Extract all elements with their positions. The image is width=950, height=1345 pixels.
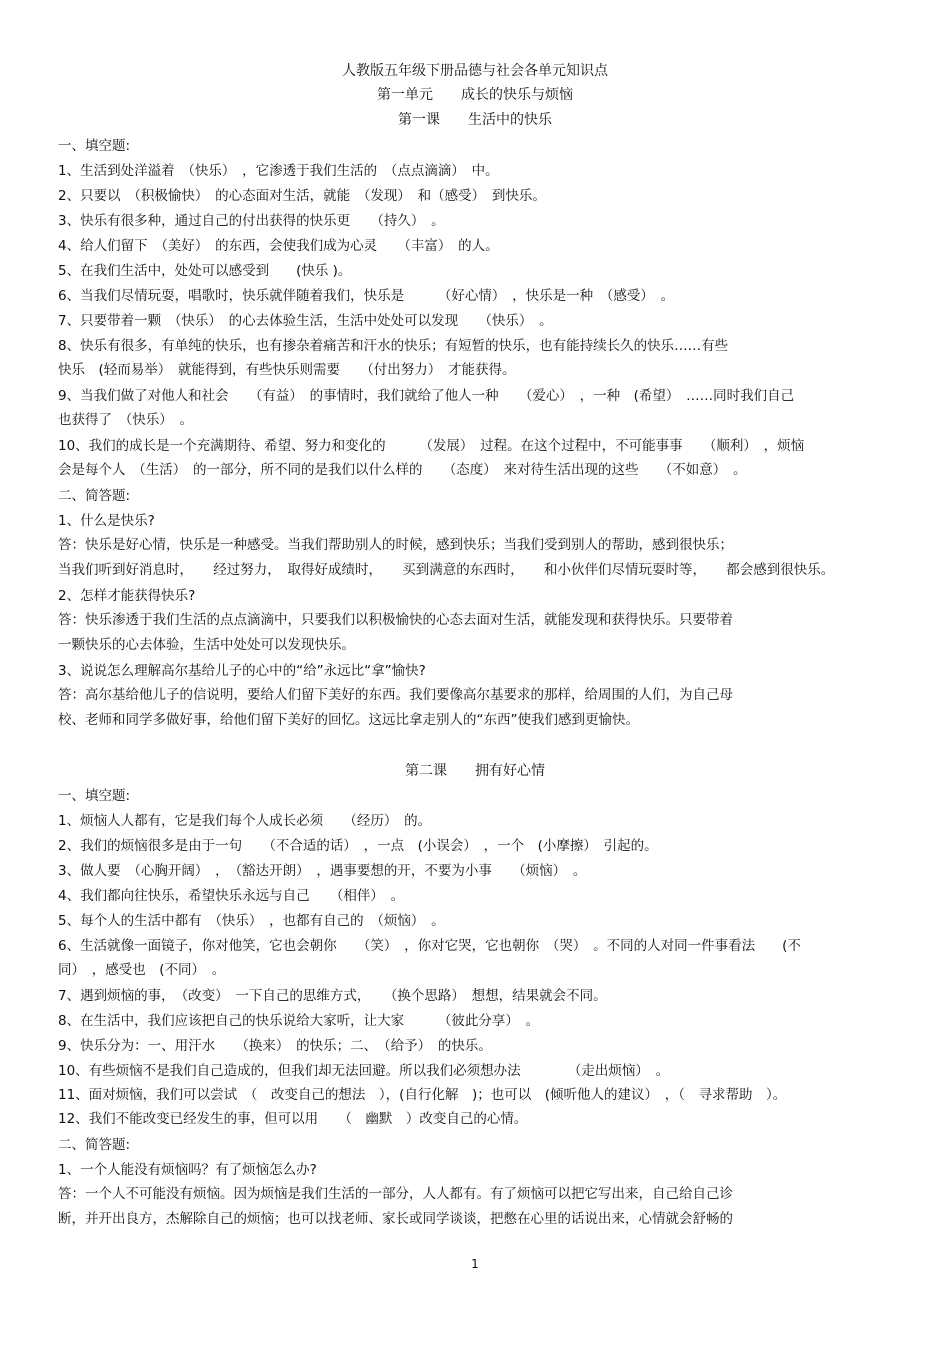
lesson1-fill-item: 1、生活到处洋溢着 （快乐） ，它渗透于我们生活的 （点点滴滴） 中。 <box>58 163 499 179</box>
lesson1-title: 第一课 生活中的快乐 <box>398 112 552 128</box>
lesson2-fill-item: 4、我们都向往快乐，希望快乐永远与自己 （相伴） 。 <box>58 888 405 904</box>
lesson2-fill-item: 2、我们的烦恼很多是由于一句 （不合适的话） ，一点 (小误会） ，一个 (小摩擦） 引起的。 <box>58 838 658 854</box>
lesson1-fill-item: 7、只要带着一颗 （快乐） 的心去体验生活，生活中处处可以发现 （快乐） 。 <box>58 313 553 329</box>
lesson2-question: 1、一个人能没有烦恼吗？有了烦恼怎么办? <box>58 1162 317 1178</box>
lesson2-fill-item: 10、有些烦恼不是我们自己造成的，但我们却无法回避。所以我们必须想办法 （走出烦恼） 。 <box>58 1063 670 1079</box>
lesson1-fill-item: 2、只要以 （积极愉快） 的心态面对生活，就能 （发现） 和（感受） 到快乐。 <box>58 188 546 204</box>
lesson1-short-heading: 二、简答题: <box>58 488 131 504</box>
lesson2-answer: 答：一个人不可能没有烦恼。因为烦恼是我们生活的一部分，人人都有。有了烦恼可以把它写出来，自己给自己诊 <box>58 1186 733 1202</box>
lesson1-fill-item-cont: 会是每个人 （生活） 的一部分，所不同的是我们以什么样的 （态度） 来对待生活出现的这些 （不如意） 。 <box>58 462 747 478</box>
lesson2-fill-heading: 一、填空题: <box>58 788 131 804</box>
lesson2-short-heading: 二、简答题: <box>58 1137 131 1153</box>
lesson2-answer-cont: 断，并开出良方，杰解除自己的烦恼；也可以找老师、家长或同学谈谈，把憋在心里的话说出来，心情就会舒畅的 <box>58 1211 733 1227</box>
lesson1-fill-item: 5、在我们生活中，处处可以感受到 (快乐 )。 <box>58 263 352 279</box>
lesson2-fill-item: 7、遇到烦恼的事， （改变） 一下自己的思维方式， （换个思路） 想想，结果就会不同。 <box>58 988 607 1004</box>
lesson2-fill-item: 6、生活就像一面镜子，你对他笑，它也会朝你 （笑） ，你对它哭，它也朝你 （哭） 。不同的人对同一件事看法 (不 <box>58 938 801 954</box>
lesson1-question: 3、说说怎么理解高尔基给儿子的心中的“给”永远比“拿”愉快? <box>58 663 426 679</box>
lesson1-fill-item: 3、快乐有很多种，通过自己的付出获得的快乐更 （持久） 。 <box>58 213 445 229</box>
lesson1-question: 1、什么是快乐? <box>58 513 155 529</box>
lesson2-fill-item: 1、烦恼人人都有，它是我们每个人成长必须 （经历） 的。 <box>58 813 432 829</box>
lesson2-fill-item: 5、每个人的生活中都有 （快乐） ，也都有自己的 （烦恼） 。 <box>58 913 445 929</box>
document-title: 人教版五年级下册品德与社会各单元知识点 <box>342 63 608 79</box>
lesson2-fill-item: 12、我们不能改变已经发生的事，但可以用 （ 幽默 ）改变自己的心情。 <box>58 1111 528 1127</box>
lesson1-answer-cont: 一颗快乐的心去体验，生活中处处可以发现快乐。 <box>58 637 355 653</box>
lesson2-fill-item: 11、面对烦恼，我们可以尝试 （ 改变自己的想法 ），(自行化解 )；也可以 (倾听他人的建议） ，（ 寻求帮助 ）。 <box>58 1087 787 1103</box>
lesson2-fill-item-cont: 同） ，感受也 (不同） 。 <box>58 962 226 978</box>
lesson1-fill-item: 6、当我们尽情玩耍，唱歌时，快乐就伴随着我们，快乐是 （好心情） ，快乐是一种 （感受） 。 <box>58 288 675 304</box>
lesson1-fill-item: 9、当我们做了对他人和社会 （有益） 的事情时，我们就给了他人一种 （爱心） ，一种 (希望） ……同时我们自己 <box>58 388 795 404</box>
lesson1-answer: 答：高尔基给他儿子的信说明，要给人们留下美好的东西。我们要像高尔基要求的那样，给周围的人们，为自己母 <box>58 687 733 703</box>
lesson1-fill-item-cont: 也获得了 （快乐） 。 <box>58 412 193 428</box>
lesson2-fill-item: 9、快乐分为：一、用汗水 （换来） 的快乐；二、 （给予） 的快乐。 <box>58 1038 492 1054</box>
lesson1-answer: 答：快乐渗透于我们生活的点点滴滴中，只要我们以积极愉快的心态去面对生活，就能发现和获得快乐。只要带着 <box>58 612 733 628</box>
lesson2-fill-item: 3、做人要 （心胸开阔） ， （豁达开朗） ，遇事要想的开，不要为小事 （烦恼） 。 <box>58 863 587 879</box>
lesson1-fill-item: 10、我们的成长是一个充满期待、希望、努力和变化的 （发展） 过程。在这个过程中，不可能事事 （顺利） ，烦恼 <box>58 438 805 454</box>
lesson1-answer-cont: 校、老师和同学多做好事，给他们留下美好的回忆。这远比拿走别人的“东西”使我们感到更愉快。 <box>58 712 639 728</box>
lesson2-title: 第二课 拥有好心情 <box>405 763 545 779</box>
page-number: 1 <box>471 1257 479 1271</box>
lesson1-fill-item-cont: 快乐 (轻而易举） 就能得到，有些快乐则需要 （付出努力） 才能获得。 <box>58 362 516 378</box>
lesson1-question: 2、怎样才能获得快乐? <box>58 588 196 604</box>
lesson1-fill-item: 4、给人们留下 （美好） 的东西，会使我们成为心灵 （丰富） 的人。 <box>58 238 499 254</box>
lesson1-fill-item: 8、快乐有很多，有单纯的快乐，也有掺杂着痛苦和汗水的快乐；有短暂的快乐，也有能持续长久的快乐……有些 <box>58 338 729 354</box>
lesson1-answer: 答：快乐是好心情，快乐是一种感受。当我们帮助别人的时候，感到快乐；当我们受到别人的帮助，感到很快乐； <box>58 537 733 553</box>
lesson1-fill-heading: 一、填空题: <box>58 138 131 154</box>
unit-title: 第一单元 成长的快乐与烦恼 <box>377 87 573 103</box>
lesson2-fill-item: 8、在生活中，我们应该把自己的快乐说给大家听，让大家 （彼此分享） 。 <box>58 1013 540 1029</box>
lesson1-answer-cont: 当我们听到好消息时， 经过努力， 取得好成绩时， 买到满意的东西时， 和小伙伴们尽情玩耍时等， 都会感到很快乐。 <box>58 562 835 578</box>
